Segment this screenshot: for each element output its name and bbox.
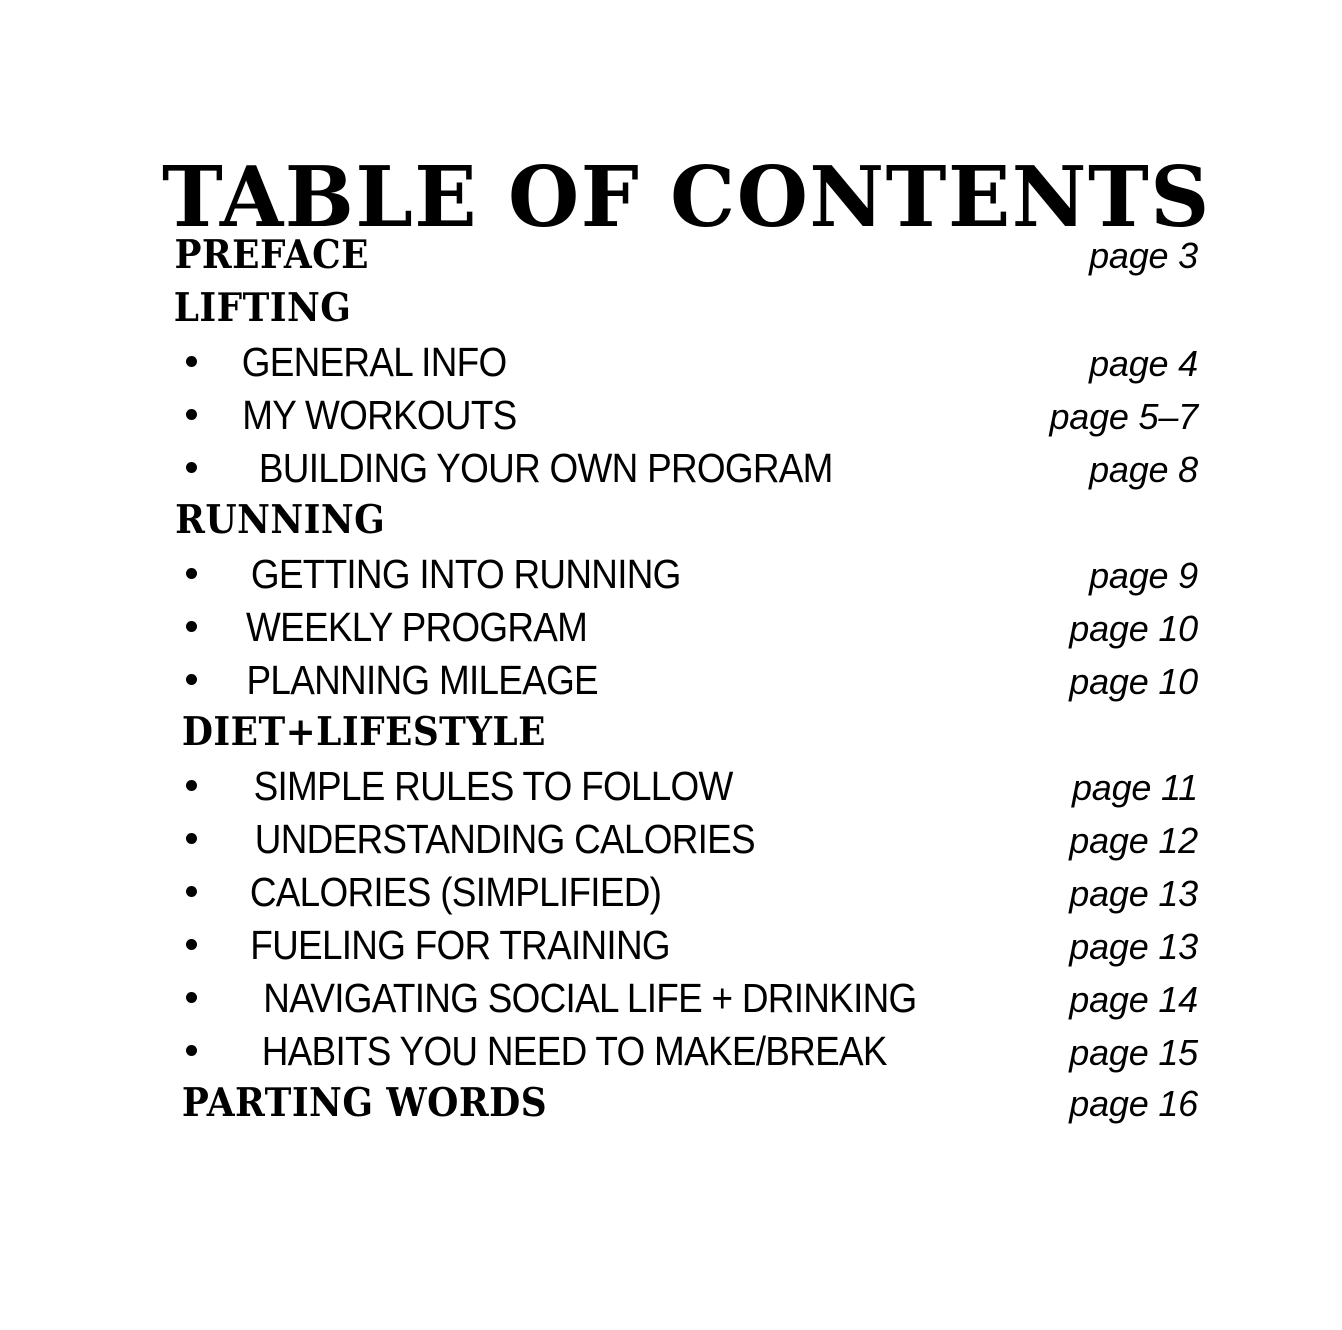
toc-section-label: LIFTING — [173, 285, 352, 331]
toc-item-label: GETTING INTO RUNNING — [250, 551, 681, 597]
toc-item-row[interactable] — [166, 816, 1198, 872]
toc-item-label: PLANNING MILEAGE — [246, 657, 598, 703]
toc-page-number: page 14 — [1069, 979, 1198, 1020]
toc-item-label: CALORIES (SIMPLIFIED) — [249, 869, 662, 915]
bullet-icon — [186, 886, 197, 897]
toc-page-number: page 10 — [1069, 661, 1198, 702]
toc-page-number: page 5–7 — [1049, 396, 1198, 437]
bullet-icon — [186, 356, 197, 367]
bullet-icon — [186, 992, 197, 1003]
toc-section-label: PREFACE — [174, 232, 369, 278]
toc-row-left — [166, 1028, 922, 1074]
toc-row-left — [166, 763, 759, 809]
bullet-icon — [186, 1045, 197, 1056]
toc-row-left — [166, 922, 693, 968]
toc-row-left — [166, 445, 865, 491]
toc-page-number: page 12 — [1069, 820, 1198, 861]
bullet-icon — [186, 568, 197, 579]
toc-page-number: page 13 — [1069, 873, 1198, 914]
toc-item-row[interactable] — [166, 551, 1198, 607]
toc-item-label: HABITS YOU NEED TO MAKE/BREAK — [261, 1028, 887, 1074]
toc-section-row[interactable] — [166, 232, 1198, 289]
bullet-icon — [186, 409, 197, 420]
toc-item-row[interactable] — [166, 339, 1198, 395]
toc-row-left — [166, 709, 562, 755]
toc-item-row[interactable] — [166, 763, 1198, 819]
toc-row-left — [166, 339, 521, 385]
toc-item-row[interactable] — [166, 975, 1198, 1031]
toc-section-label: DIET+LIFESTYLE — [181, 709, 546, 755]
toc-row-left — [166, 497, 394, 543]
table-of-contents-list — [166, 232, 1198, 1137]
toc-page-number: page 9 — [1089, 555, 1198, 596]
toc-item-label: GENERAL INFO — [241, 339, 507, 385]
bullet-icon — [186, 833, 197, 844]
toc-item-row[interactable] — [166, 445, 1198, 501]
toc-item-label: FUELING FOR TRAINING — [250, 922, 670, 968]
bullet-icon — [186, 780, 197, 791]
bullet-icon — [186, 462, 197, 473]
toc-page-number: page 10 — [1069, 608, 1198, 649]
toc-item-row[interactable] — [166, 604, 1198, 660]
toc-row-left — [166, 232, 377, 278]
toc-page-number: page 4 — [1089, 343, 1198, 384]
bullet-icon — [186, 621, 197, 632]
bullet-icon — [186, 939, 197, 950]
bullet-icon — [186, 674, 197, 685]
toc-item-label: UNDERSTANDING CALORIES — [254, 816, 755, 862]
toc-item-row[interactable] — [166, 922, 1198, 978]
toc-row-left — [166, 816, 783, 862]
toc-item-label: WEEKLY PROGRAM — [245, 604, 588, 650]
toc-item-row[interactable] — [166, 1028, 1198, 1084]
toc-page-number: page 15 — [1069, 1032, 1198, 1073]
toc-page-number: page 13 — [1069, 926, 1198, 967]
toc-row-left — [166, 285, 359, 331]
toc-section-row[interactable] — [166, 1080, 1198, 1137]
toc-page-number: page 8 — [1089, 449, 1198, 490]
toc-section-row[interactable] — [166, 497, 1198, 554]
toc-row-left — [166, 975, 953, 1021]
toc-item-label: MY WORKOUTS — [242, 392, 517, 438]
toc-row-left — [166, 869, 684, 915]
toc-item-label: BUILDING YOUR OWN PROGRAM — [258, 445, 833, 491]
toc-row-left — [166, 604, 606, 650]
toc-item-row[interactable] — [166, 869, 1198, 925]
toc-row-left — [166, 1080, 563, 1126]
toc-page-number: page 3 — [1089, 235, 1198, 276]
page-title: TABLE OF CONTENTS — [162, 147, 1211, 246]
toc-page-number: page 16 — [1069, 1083, 1198, 1124]
toc-section-row[interactable] — [166, 285, 1198, 342]
toc-row-left — [166, 392, 532, 438]
toc-item-label: NAVIGATING SOCIAL LIFE + DRINKING — [263, 975, 917, 1021]
toc-row-left — [166, 551, 705, 597]
toc-item-row[interactable] — [166, 392, 1198, 448]
toc-section-label: RUNNING — [175, 497, 386, 543]
toc-section-row[interactable] — [166, 709, 1198, 766]
toc-row-left — [166, 657, 617, 703]
toc-page-number: page 11 — [1071, 767, 1198, 808]
toc-item-label: SIMPLE RULES TO FOLLOW — [253, 763, 733, 809]
toc-item-row[interactable] — [166, 657, 1198, 713]
toc-section-label: PARTING WORDS — [181, 1080, 548, 1126]
